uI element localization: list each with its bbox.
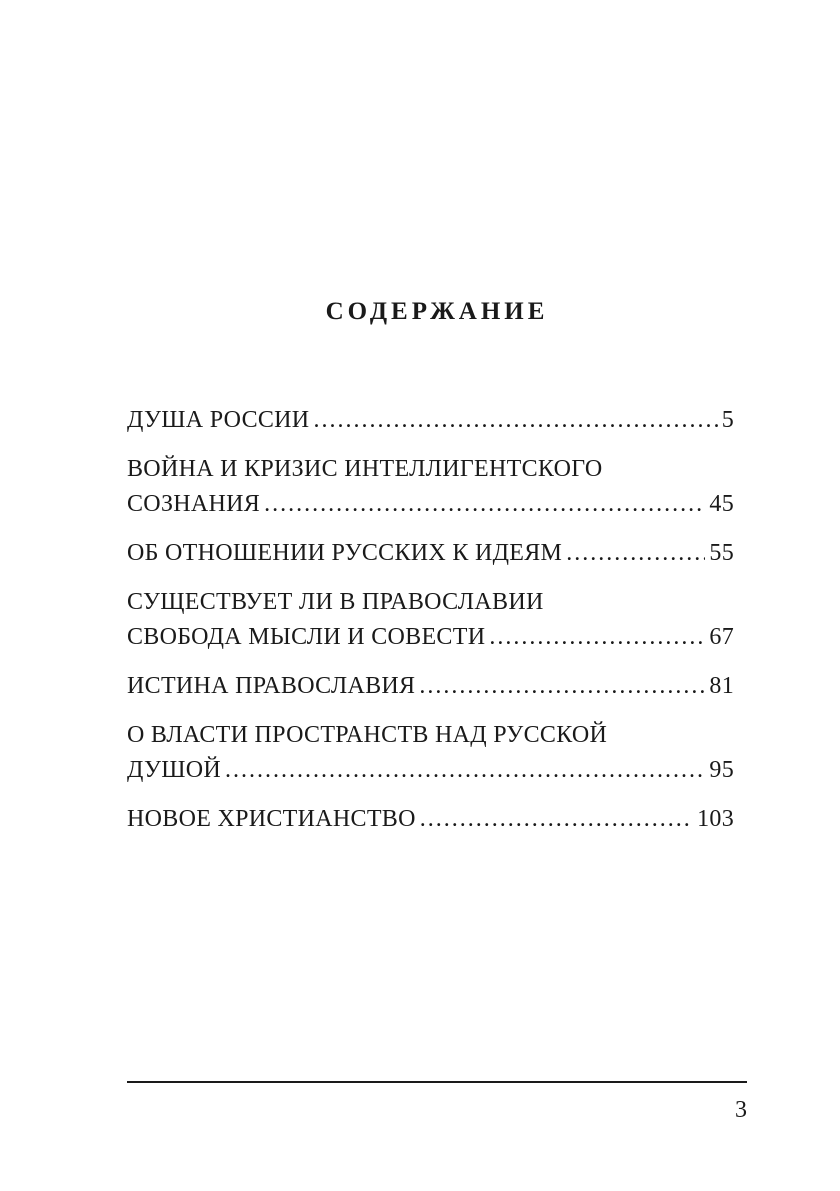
toc-entry-title-line1: СУЩЕСТВУЕТ ЛИ В ПРАВОСЛАВИИ — [127, 589, 544, 615]
table-of-contents — [127, 403, 734, 851]
toc-entry-title-line2: ДУШОЙ — [127, 757, 222, 783]
toc-entry-page: 95 — [709, 757, 734, 783]
toc-entry-title: ДУША РОССИИ — [127, 407, 310, 433]
toc-entry[interactable] — [127, 452, 734, 522]
toc-entry[interactable] — [127, 718, 734, 788]
dot-leader — [489, 620, 705, 655]
toc-entry[interactable] — [127, 802, 734, 837]
dot-leader — [225, 753, 705, 788]
toc-entry-title: ОБ ОТНОШЕНИИ РУССКИХ К ИДЕЯМ — [127, 540, 563, 566]
toc-entry-title-line2: СОЗНАНИЯ — [127, 491, 261, 517]
toc-entry-page: 103 — [697, 806, 734, 832]
toc-entry[interactable] — [127, 669, 734, 704]
toc-entry[interactable] — [127, 536, 734, 571]
toc-entry-line — [127, 536, 734, 571]
dot-leader — [313, 403, 717, 438]
dot-leader — [419, 669, 705, 704]
toc-entry-title-line1: О ВЛАСТИ ПРОСТРАНСТВ НАД РУССКОЙ — [127, 722, 608, 748]
toc-entry-line — [127, 487, 734, 522]
toc-entry-title: НОВОЕ ХРИСТИАНСТВО — [127, 806, 416, 832]
toc-entry[interactable] — [127, 403, 734, 438]
toc-entry-page: 55 — [709, 540, 734, 566]
toc-heading: СОДЕРЖАНИЕ — [325, 298, 549, 325]
toc-entry-title-line1: ВОЙНА И КРИЗИС ИНТЕЛЛИГЕНТСКОГО — [127, 456, 603, 482]
toc-entry-page: 67 — [709, 624, 734, 650]
dot-leader — [264, 487, 705, 522]
toc-entry-line — [127, 620, 734, 655]
toc-entry-page: 45 — [709, 491, 734, 517]
toc-entry-title-line2: СВОБОДА МЫСЛИ И СОВЕСТИ — [127, 624, 486, 650]
toc-entry-title: ИСТИНА ПРАВОСЛАВИЯ — [127, 673, 416, 699]
toc-entry-line — [127, 403, 734, 438]
footer-rule — [127, 1081, 747, 1083]
toc-entry-line — [127, 753, 734, 788]
toc-entry-line — [127, 802, 734, 837]
toc-entry[interactable] — [127, 585, 734, 655]
toc-entry-line — [127, 669, 734, 704]
dot-leader — [420, 802, 693, 837]
page-number: 3 — [735, 1097, 747, 1123]
dot-leader — [566, 536, 705, 571]
toc-entry-page: 5 — [721, 407, 734, 433]
toc-entry-page: 81 — [709, 673, 734, 699]
